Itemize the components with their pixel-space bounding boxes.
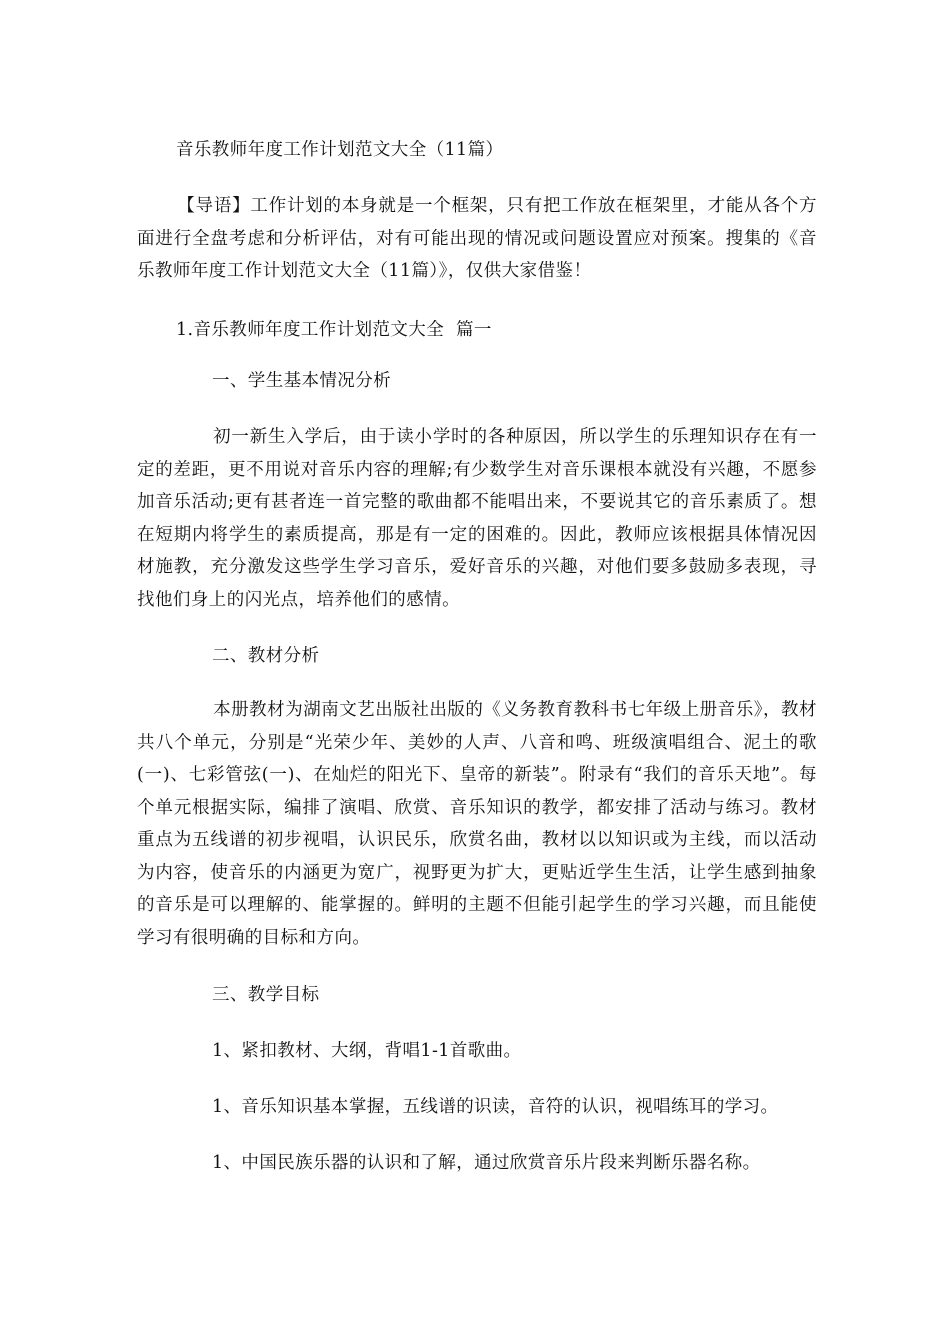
section-heading-teaching-goals: 三、教学目标	[212, 985, 320, 1005]
article-heading: 1.音乐教师年度工作计划范文大全 篇一	[176, 320, 492, 340]
section-heading-student-analysis: 一、学生基本情况分析	[212, 371, 391, 391]
textbook-analysis-paragraph: 本册教材为湖南文艺出版社出版的《义务教育教科书七年级上册音乐》，教材共八个单元，分别是“光荣少年、美妙的人声、八音和鸣、班级演唱组合、泥土的歌(一)、七彩管弦(一)、在灿烂的阳光下、皇帝的新装”。附录有“我们的音乐天地”。每个单元根据实际，编排了演唱、欣赏、音乐知识的教学，都安排了活动与练习。教材重点为五线谱的初步视唱，认识民乐，欣赏名曲，教材以以知识或为主线，而以活动为内容，使音乐的内涵更为宽广，视野更为扩大，更贴近学生生活，让学生感到抽象的音乐是可以理解的、能掌握的。鲜明的主题不但能引起学生的学习兴趣，而且能使学习有很明确的目标和方向。	[137, 700, 817, 948]
teaching-goal-item: 1、中国民族乐器的认识和了解，通过欣赏音乐片段来判断乐器名称。	[212, 1153, 761, 1173]
student-analysis-paragraph: 初一新生入学后，由于读小学时的各种原因，所以学生的乐理知识存在有一定的差距，更不用说对音乐内容的理解;有少数学生对音乐课根本就没有兴趣，不愿参加音乐活动;更有甚者连一首完整的歌曲都不能唱出来，不要说其它的音乐素质了。想在短期内将学生的素质提高，那是有一定的困难的。因此，教师应该根据具体情况因材施教，充分激发这些学生学习音乐，爱好音乐的兴趣，对他们要多鼓励多表现，寻找他们身上的闪光点，培养他们的感情。	[137, 427, 817, 610]
teaching-goal-item: 1、紧扣教材、大纲，背唱1-1首歌曲。	[212, 1041, 522, 1061]
section-heading-textbook-analysis: 二、教材分析	[212, 646, 320, 666]
document-title: 音乐教师年度工作计划范文大全（11篇）	[176, 140, 504, 160]
teaching-goal-item: 1、音乐知识基本掌握，五线谱的识读，音符的认识，视唱练耳的学习。	[212, 1097, 779, 1117]
intro-paragraph: 【导语】工作计划的本身就是一个框架，只有把工作放在框架里，才能从各个方面进行全盘考虑和分析评估，对有可能出现的情况或问题设置应对预案。搜集的《音乐教师年度工作计划范文大全（11篇）》，仅供大家借鉴！	[137, 196, 817, 281]
